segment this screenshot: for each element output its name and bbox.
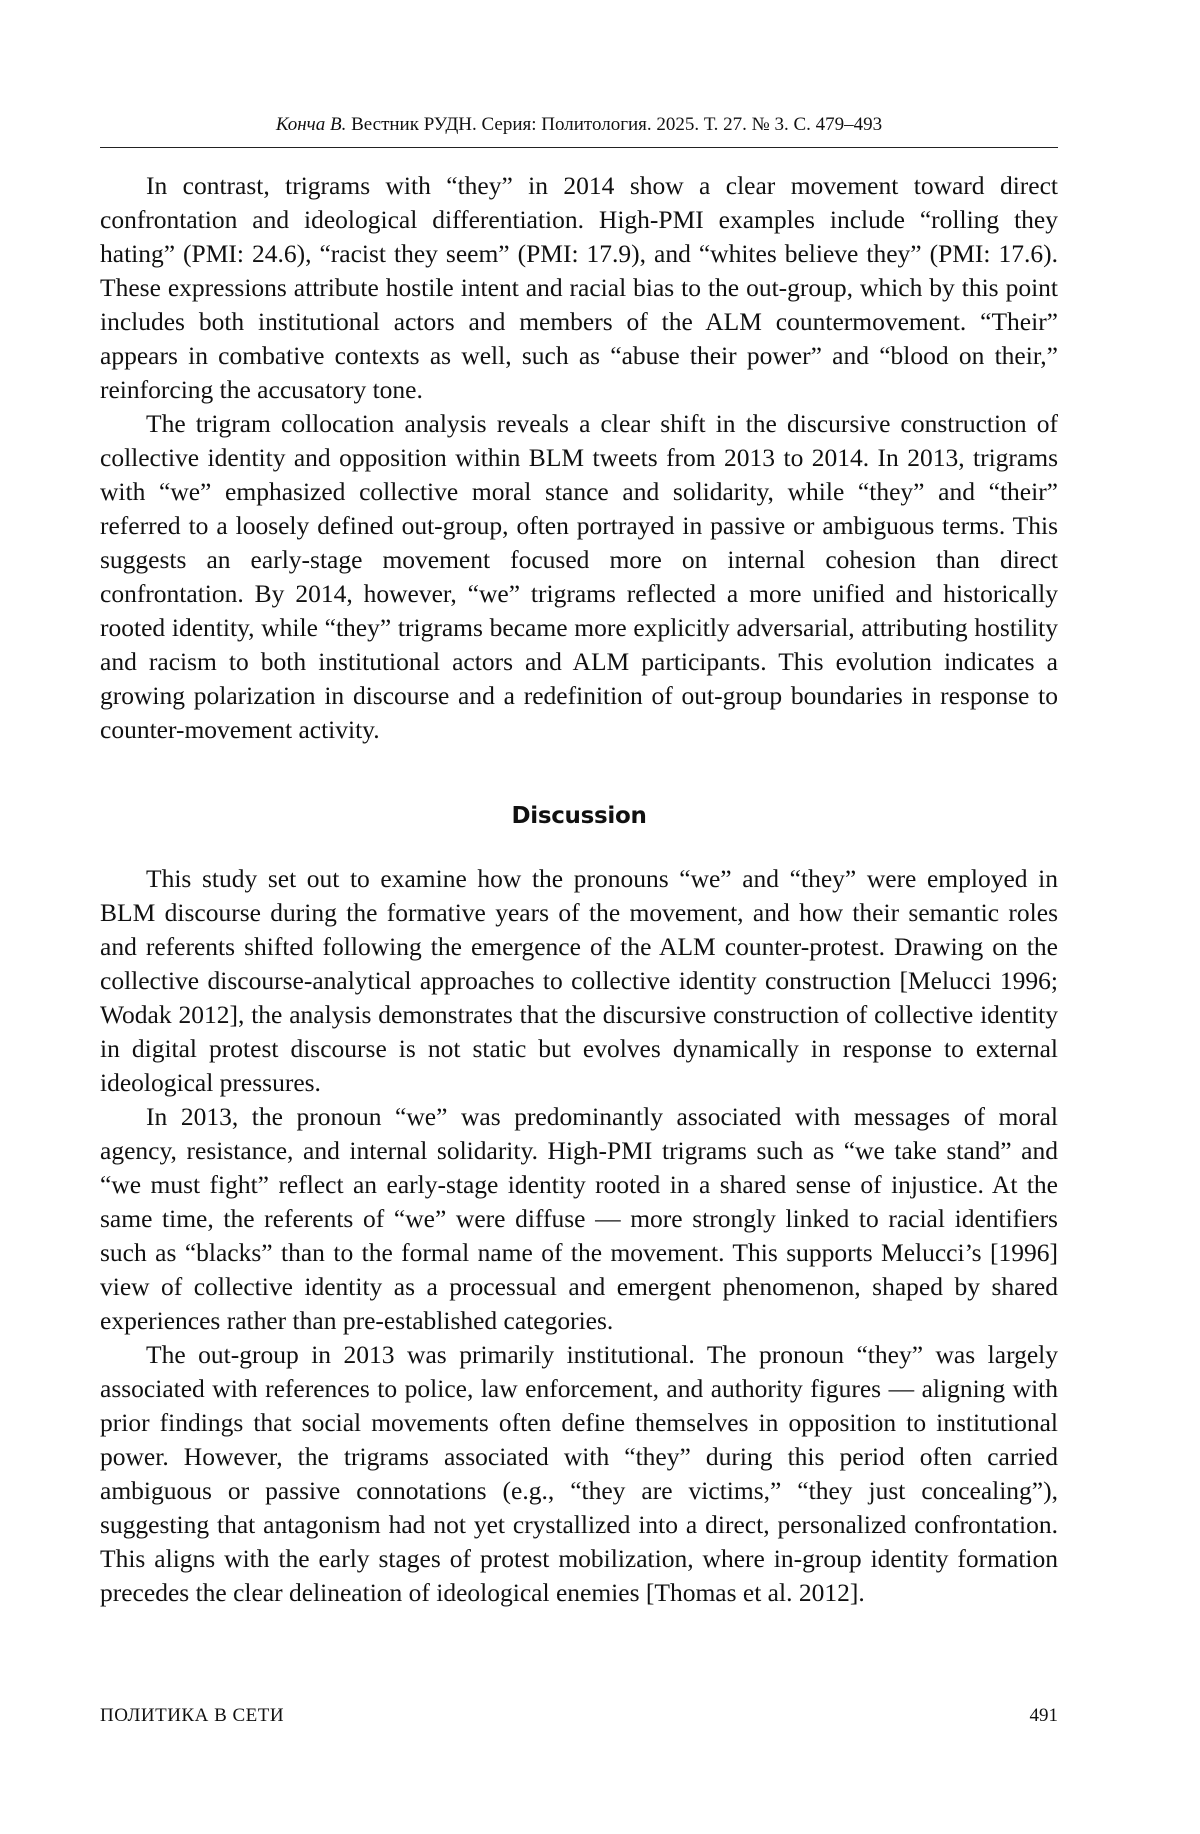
- running-head-journal: Вестник РУДН. Серия: Политология. 2025. Т. 27. № 3. С. 479–493: [351, 114, 883, 135]
- section-heading: Discussion: [511, 803, 647, 829]
- running-head: [100, 113, 1058, 137]
- article-body: [100, 169, 1058, 1610]
- body-paragraph: The trigram collocation analysis reveals a clear shift in the discursive construction of collective identity and opposition within BLM tweets from 2013 to 2014. In 2013, trigrams with “we” emphasized collective moral stance and solidarity, while “they” and “their” referred to a loosely defined out-group, often portrayed in passive or ambiguous terms. This suggests an early-stage movement focused more on internal cohesion than direct confrontation. By 2014, however, “we” trigrams reflected a more unified and historically rooted identity, while “they” trigrams became more explicitly adversarial, attributing hostility and racism to both institutional actors and ALM participants. This evolution indicates a growing polarization in discourse and a redefinition of out-group boundaries in response to counter-movement activity.: [100, 409, 1058, 744]
- running-head-author: Конча В.: [275, 114, 347, 135]
- body-paragraph: This study set out to examine how the pronouns “we” and “they” were employed in BLM discourse during the formative years of the movement, and how their semantic roles and referents shifted following the emergence of the ALM counter-protest. Drawing on the collective discourse-analytical approaches to collective identity construction [Melucci 1996; Wodak 2012], the analysis demonstrates that the discursive construction of collective identity in digital protest discourse is not static but evolves dynamically in response to external ideological pressures.: [100, 864, 1058, 1097]
- page-number: 491: [1029, 1705, 1058, 1726]
- footer-journal-section: ПОЛИТИКА В СЕТИ: [100, 1705, 285, 1726]
- body-paragraph: The out-group in 2013 was primarily institutional. The pronoun “they” was largely associated with references to police, law enforcement, and authority figures — aligning with prior findings that social movements often define themselves in opposition to institutional power. However, the trigrams associated with “they” during this period often carried ambiguous or passive connotations (e.g., “they are victims,” “they just concealing”), suggesting that antagonism had not yet crystallized into a direct, personalized confrontation. This aligns with the early stages of protest mobilization, where in-group identity formation precedes the clear delineation of ideological enemies [Thomas et al. 2012].: [100, 1340, 1058, 1607]
- body-paragraph: In contrast, trigrams with “they” in 2014 show a clear movement toward direct confrontation and ideological differentiation. High-PMI examples include “rolling they hating” (PMI: 24.6), “racist they seem” (PMI: 17.9), and “whites believe they” (PMI: 17.6). These expressions attribute hostile intent and racial bias to the out-group, which by this point includes both institutional actors and members of the ALM countermovement. “Their” appears in combative contexts as well, such as “abuse their power” and “blood on their,” reinforcing the accusatory tone.: [100, 171, 1058, 404]
- header-rule: [100, 147, 1058, 148]
- body-paragraph: In 2013, the pronoun “we” was predominantly associated with messages of moral agency, resistance, and internal solidarity. High-PMI trigrams such as “we take stand” and “we must fight” reflect an early-stage identity rooted in a shared sense of injustice. At the same time, the referents of “we” were diffuse — more strongly linked to racial identifiers such as “blacks” than to the formal name of the movement. This supports Melucci’s [1996] view of collective identity as a processual and emergent phenomenon, shaped by shared experiences rather than pre-established categories.: [100, 1102, 1058, 1335]
